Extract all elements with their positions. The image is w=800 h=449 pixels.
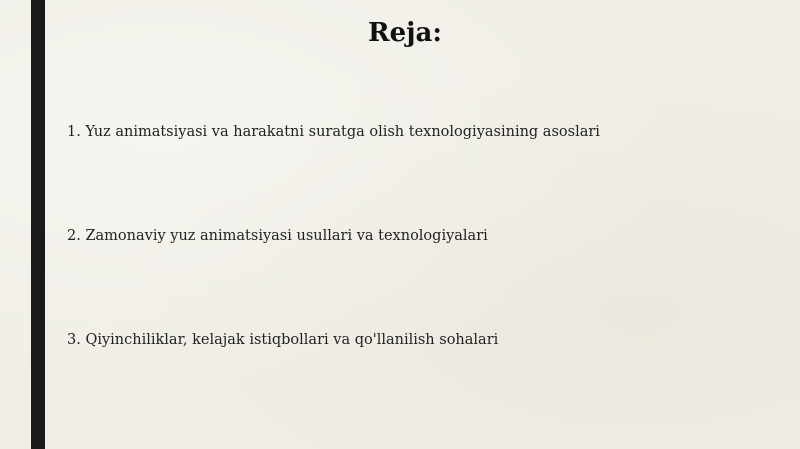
accent-bar xyxy=(31,0,45,449)
slide-title: Reja: xyxy=(367,18,442,48)
list-item-2: 2. Zamonaviy yuz animatsiyasi usullari va texnologiyalari xyxy=(67,228,488,244)
list-item-1: 1. Yuz animatsiyasi va harakatni suratga olish texnologiyasining asoslari xyxy=(67,124,600,140)
list-item-3: 3. Qiyinchiliklar, kelajak istiqbollari va qo'llanilish sohalari xyxy=(67,332,499,348)
